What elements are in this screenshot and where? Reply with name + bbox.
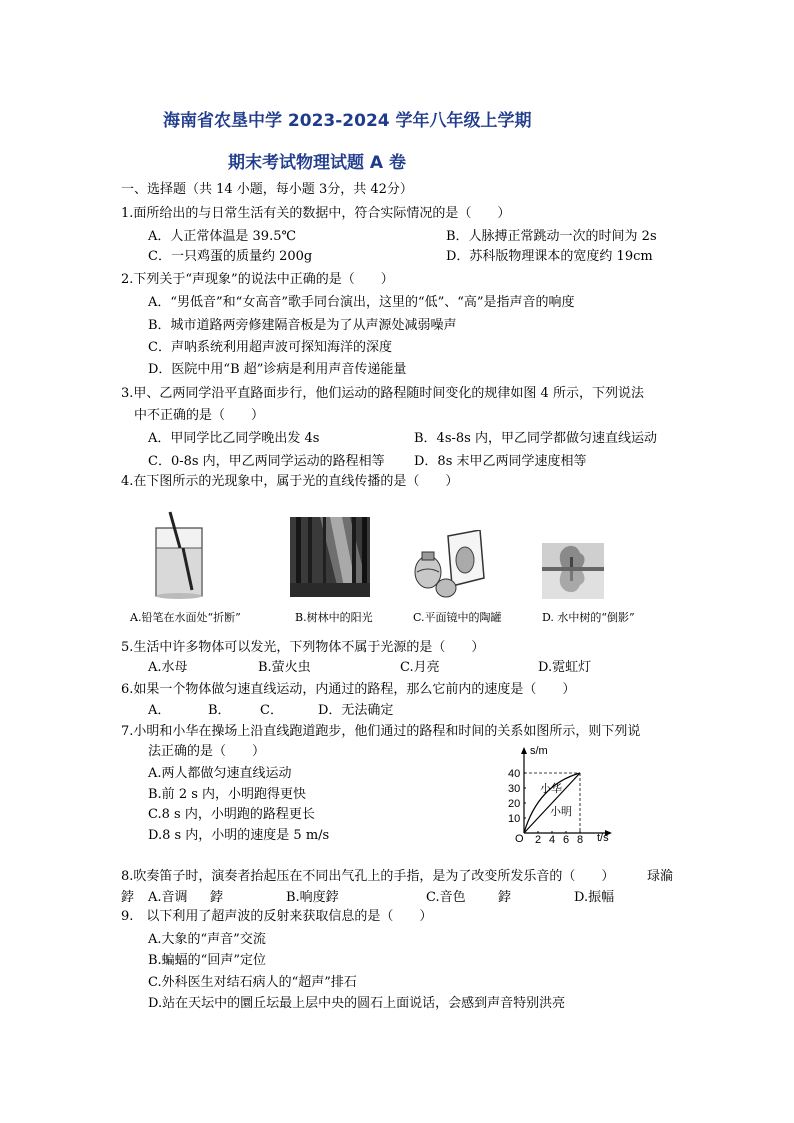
q3-option-a: A．甲同学比乙同学晚出发 4s xyxy=(148,431,320,446)
q3-stem-line1: 3.甲、乙两同学沿平直路面步行，他们运动的路程随时间变化的规律如图 4 所示，下列说法 xyxy=(121,386,644,401)
q2-option-c: C．声呐系统利用超声波可探知海洋的深度 xyxy=(148,340,392,355)
q2-option-d: D．医院中用“B 超”诊病是利用声音传递能量 xyxy=(148,362,407,377)
q7-st-graph xyxy=(500,745,620,845)
q8-option-a: A.音调 xyxy=(148,890,188,905)
q6-option-c: C． xyxy=(260,703,283,718)
q4-caption-d: D. 水中树的“倒影” xyxy=(542,611,635,624)
q1-option-a: A．人正常体温是 39.5℃ xyxy=(148,229,297,244)
q8-stem-tail: 琭溣 xyxy=(647,869,674,884)
q9-option-d: D.站在天坛中的圜丘坛最上层中央的圆石上面说话，会感到声音特别洪亮 xyxy=(148,996,566,1011)
q6-stem: 6.如果一个物体做匀速直线运动，内通过的路程，那么它前内的速度是（ ） xyxy=(121,682,576,697)
q7-option-c: C.8 s 内，小明跑的路程更长 xyxy=(148,807,315,822)
q4-stem: 4.在下图所示的光现象中，属于光的直线传播的是（ ） xyxy=(121,474,459,489)
q1-option-b: B．人脉搏正常跳动一次的时间为 2s xyxy=(446,229,657,244)
q8-glyph-3: 鋍 xyxy=(498,890,512,905)
q1-option-c: C．一只鸡蛋的质量约 200g xyxy=(148,249,313,264)
q5-stem: 5.生活中许多物体可以发光，下列物体不属于光源的是（ ） xyxy=(121,640,485,655)
x-tick-8: 8 xyxy=(577,834,584,845)
series-label-xiaoming: 小明 xyxy=(550,806,572,818)
q9-stem: 9. 以下利用了超声波的反射来获取信息的是（ ） xyxy=(121,909,433,924)
q5-option-d: D.霓虹灯 xyxy=(538,660,592,675)
q2-stem: 2.下列关于“声现象”的说法中正确的是（ ） xyxy=(121,272,394,287)
q6-option-b: B． xyxy=(208,703,231,718)
x-tick-2: 2 xyxy=(535,834,542,845)
y-tick-10: 10 xyxy=(508,813,521,825)
page-title-line2: 期末考试物理试题 A 卷 xyxy=(228,153,406,173)
q8-option-d: D.振幅 xyxy=(574,890,615,905)
x-tick-4: 4 xyxy=(549,834,556,845)
section-heading: 一、选择题（共 14 小题，每小题 3分，共 42分） xyxy=(121,182,413,197)
q2-option-a: A．“男低音”和“女高音”歌手同台演出，这里的“低”、“高”是指声音的响度 xyxy=(148,295,575,310)
y-axis-label: s/m xyxy=(530,745,548,757)
figure-mirror-pottery xyxy=(410,530,490,598)
q5-option-b: B.萤火虫 xyxy=(258,660,311,675)
y-tick-20: 20 xyxy=(508,798,521,810)
series-label-xiaohua: 小华 xyxy=(540,783,562,795)
q4-caption-b: B.树林中的阳光 xyxy=(295,611,373,624)
q8-option-b: B.响度鋍 xyxy=(286,890,339,905)
figure-forest-sunlight xyxy=(290,517,370,597)
q2-option-b: B．城市道路两旁修建隔音板是为了从声源处减弱噪声 xyxy=(148,318,457,333)
figure-tree-reflection xyxy=(542,543,604,599)
q8-stem: 8.吹奏笛子时，演奏者抬起压在不同出气孔上的手指，是为了改变所发乐音的（ ） xyxy=(121,869,615,884)
q5-option-c: C.月亮 xyxy=(400,660,440,675)
q7-stem-line1: 7.小明和小华在操场上沿直线跑道跑步，他们通过的路程和时间的关系如图所示，则下列说 xyxy=(121,724,641,739)
x-tick-6: 6 xyxy=(563,834,570,845)
q4-caption-a: A.铅笔在水面处“折断” xyxy=(130,611,241,624)
q9-option-c: C.外科医生对结石病人的“超声”排石 xyxy=(148,975,357,990)
q8-glyph-2: 鋍 xyxy=(210,890,224,905)
q3-option-b: B．4s-8s 内，甲乙同学都做匀速直线运动 xyxy=(414,431,657,446)
q8-option-c: C.音色 xyxy=(426,890,466,905)
q7-option-d: D.8 s 内，小明的速度是 5 m/s xyxy=(148,828,330,843)
page-title-line1: 海南省农垦中学 2023-2024 学年八年级上学期 xyxy=(163,111,532,131)
q7-option-a: A.两人都做匀速直线运动 xyxy=(148,766,292,781)
q7-option-b: B.前 2 s 内，小明跑得更快 xyxy=(148,787,307,802)
q9-option-b: B.蝙蝠的“回声”定位 xyxy=(148,953,266,968)
y-tick-40: 40 xyxy=(508,768,521,780)
q6-option-d: D．无法确定 xyxy=(318,703,394,718)
q3-stem-line2: 中不正确的是（ ） xyxy=(134,408,265,423)
q4-caption-c: C.平面镜中的陶罐 xyxy=(413,611,502,624)
x-axis-label: t/s xyxy=(597,832,609,844)
q5-option-a: A.水母 xyxy=(148,660,188,675)
q8-glyph-1: 鋍 xyxy=(121,890,135,905)
q1-stem: 1.面所给出的与日常生活有关的数据中，符合实际情况的是（ ） xyxy=(121,206,511,221)
q7-stem-line2: 法正确的是（ ） xyxy=(148,744,266,759)
origin-label: O xyxy=(515,833,524,845)
q1-option-d: D．苏科版物理课本的宽度约 19cm xyxy=(446,249,653,264)
q6-option-a: A． xyxy=(148,703,171,718)
q9-option-a: A.大象的“声音”交流 xyxy=(148,932,266,947)
y-tick-30: 30 xyxy=(508,783,521,795)
figure-pencil-in-water xyxy=(150,510,210,600)
q3-option-d: D．8s 末甲乙两同学速度相等 xyxy=(414,454,587,469)
series-xiaoming-line xyxy=(524,773,580,833)
q3-option-c: C．0-8s 内，甲乙两同学运动的路程相等 xyxy=(148,454,385,469)
